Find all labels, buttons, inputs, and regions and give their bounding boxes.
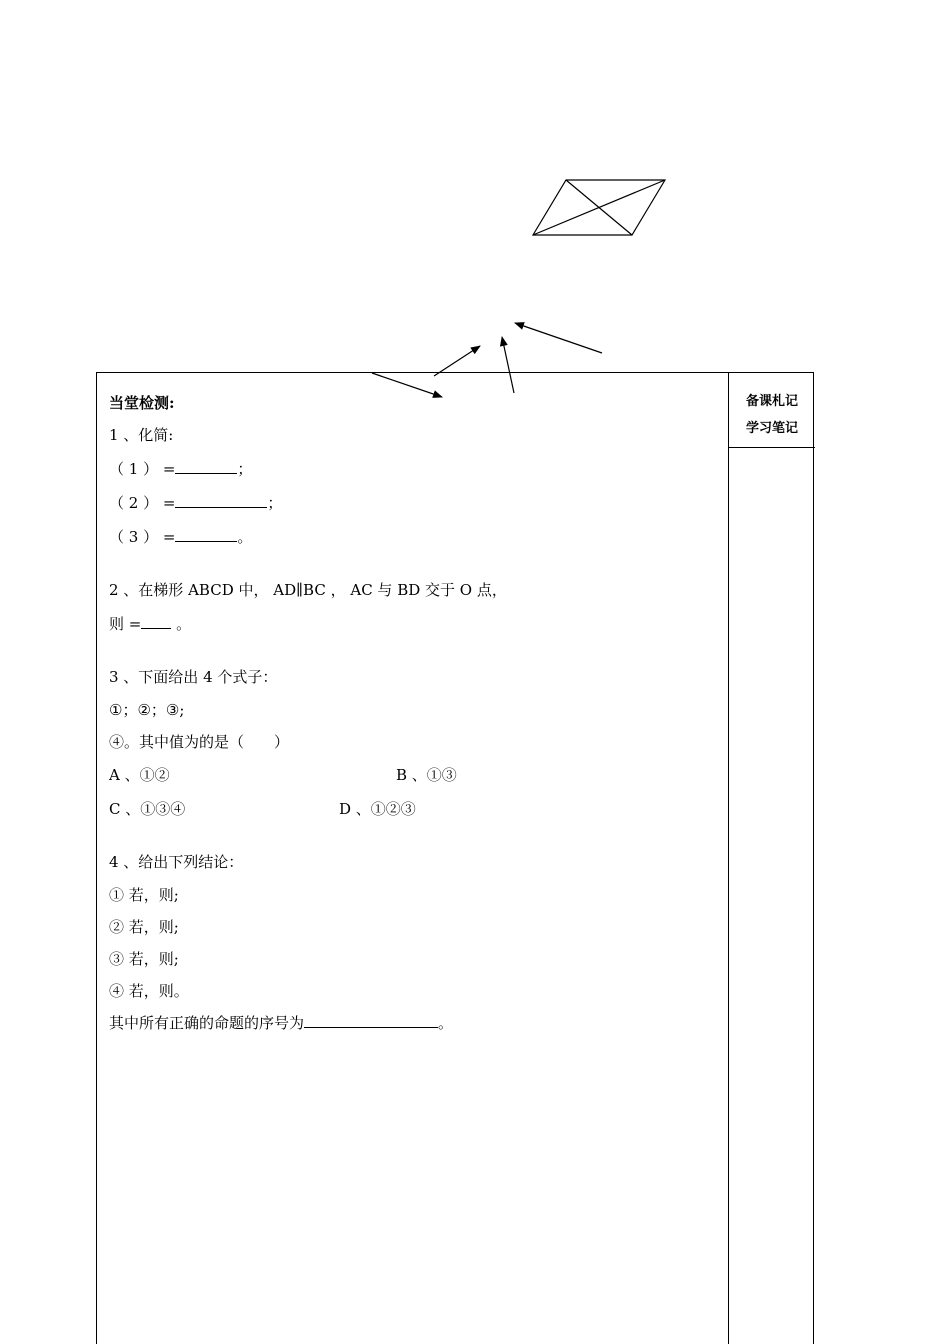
parallelogram-diagonal-2 <box>533 180 665 235</box>
q2-ask-line <box>109 614 191 634</box>
q1-part-2-end: ； <box>267 494 283 512</box>
q4-item-2: ② 若，则; <box>109 918 179 936</box>
q4-item-4: ④ 若，则。 <box>109 982 189 1000</box>
column-divider <box>728 373 729 1344</box>
q2-stem: 2 、在梯形 ABCD 中， AD∥BC ， AC 与 BD 交于 O 点， <box>109 581 507 599</box>
parallelogram-diagonal-1 <box>566 180 632 235</box>
q2-ask: 则 = <box>109 615 142 633</box>
section-title: 当堂检测: <box>109 394 175 412</box>
q4-item-3: ③ 若，则; <box>109 950 179 968</box>
q1-part-2-label: （ 2 ） = <box>109 494 176 512</box>
q1-part-3-end: 。 <box>237 528 253 546</box>
notes-header-divider <box>729 447 815 448</box>
q3-expressions-1: ①；②；③; <box>109 701 185 719</box>
q3-stem: 3 、下面给出 4 个式子： <box>109 668 278 686</box>
q4-stem: 4 、给出下列结论： <box>109 853 244 871</box>
parallelogram-figure <box>533 180 665 235</box>
q1-part-3 <box>109 527 252 547</box>
q2-end: 。 <box>171 615 192 633</box>
q4-end: 。 <box>438 1014 454 1032</box>
q1-part-1-blank[interactable] <box>175 459 237 474</box>
q1-part-2 <box>109 493 282 513</box>
q3-option-a[interactable]: A 、①② <box>109 766 170 784</box>
q1-part-1-end: ； <box>237 460 253 478</box>
q1-part-3-label: （ 3 ） = <box>109 528 176 546</box>
parallelogram-outline <box>533 180 665 235</box>
q3-option-c[interactable]: C 、①③④ <box>109 800 186 818</box>
q3-option-b[interactable]: B 、①③ <box>396 766 457 784</box>
q1-part-1-label: （ 1 ） = <box>109 460 176 478</box>
q1-part-1 <box>109 459 252 479</box>
q4-ask-line <box>109 1013 453 1033</box>
q4-item-1: ① 若，则; <box>109 886 179 904</box>
study-notes-label: 学习笔记 <box>745 421 798 436</box>
q1-part-3-blank[interactable] <box>175 527 237 542</box>
q1-stem: 1 、化简: <box>109 426 174 444</box>
q3-option-d[interactable]: D 、①②③ <box>339 800 416 818</box>
q4-blank[interactable] <box>304 1013 438 1028</box>
q4-ask: 其中所有正确的命题的序号为 <box>109 1014 305 1032</box>
q3-expressions-2: ④。其中值为的是（ ） <box>109 733 290 751</box>
vector-arrow-4 <box>515 323 602 353</box>
notes-column-header <box>729 373 815 447</box>
q1-part-2-blank[interactable] <box>175 493 267 508</box>
figure-sketches <box>0 0 950 420</box>
q2-blank[interactable] <box>141 614 171 629</box>
lesson-notes-label: 备课札记 <box>745 394 798 409</box>
worksheet-table <box>96 372 814 1344</box>
